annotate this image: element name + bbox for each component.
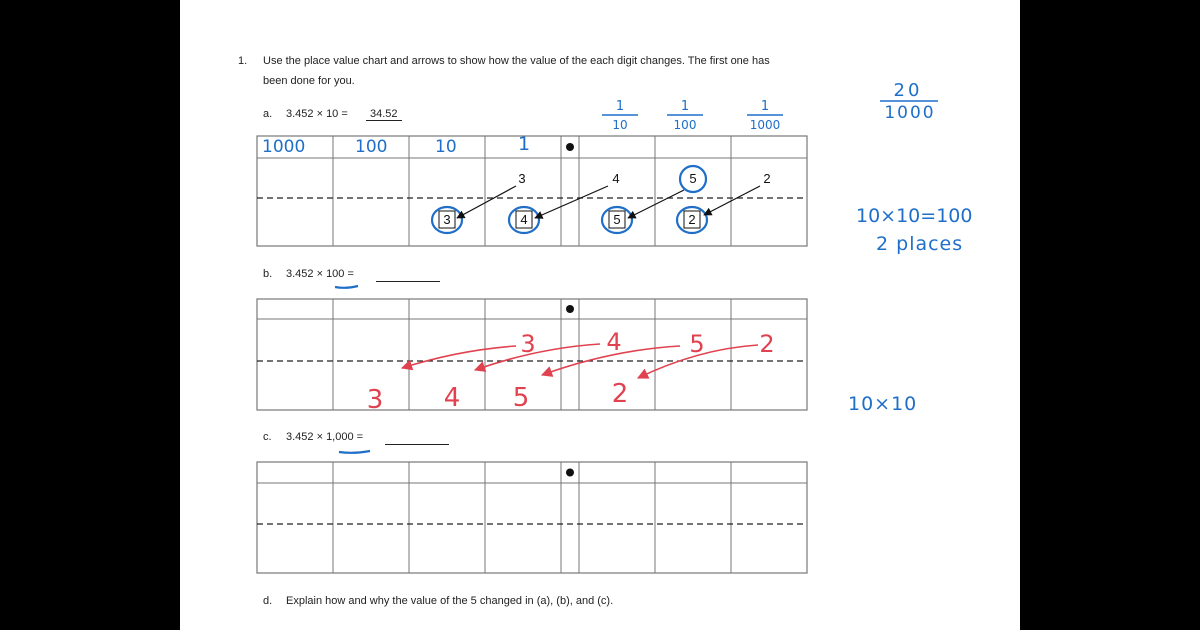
chart-b-bottom-digit-0: 3 [366,385,384,415]
chart-b-top-digit-2: 5 [689,330,705,358]
chart-a-header-2: 10 [435,137,457,157]
chart-a-arrow-0 [457,186,516,218]
chart-a-bottom-digit-1: 4 [520,212,528,227]
chart-b-arrow-0 [402,346,516,368]
chart-a-header-hundredths-num: 1 [680,99,690,114]
chart-a-header-3: 1 [518,133,531,155]
margin-fraction-num: 20 [893,80,923,101]
worksheet-page [180,0,1020,630]
part-c-expression: 3.452 × 1,000 = [286,431,364,443]
part-d-text: Explain how and why the value of the 5 changed in (a), (b), and (c). [286,595,614,607]
margin-product: 10×10=100 [856,205,973,227]
margin-fraction [880,80,938,123]
question-text-line2: been done for you. [263,75,355,87]
chart-b-top-digit-0: 3 [520,330,536,358]
part-c-underline [339,451,370,453]
margin-places: 2 places [876,233,964,255]
chart-a-header-1: 100 [355,137,388,157]
chart-c-decimal-point [566,469,574,477]
part-b-expression: 3.452 × 100 = [286,268,354,280]
part-c-label: c. [263,431,272,443]
part-a-expression: 3.452 × 10 = [286,108,348,120]
chart-a-arrow-2 [628,190,684,218]
chart-a-header-hundredths [667,99,703,132]
part-d-label: d. [263,595,273,607]
part-b-underline [335,286,358,288]
chart-b-bottom-digit-3: 2 [611,379,629,409]
chart-a-header-tenths-den: 10 [612,118,628,132]
part-b-label: b. [263,268,273,280]
margin-fraction-den: 1000 [884,103,936,123]
chart-a-header-thousandths-num: 1 [760,99,770,114]
question-text-line1: Use the place value chart and arrows to show how the value of the each digit changes. The first one has [263,55,770,67]
chart-a-header-0: 1000 [262,137,306,157]
chart-a-decimal-point [566,143,574,151]
chart-c-frame [257,462,807,573]
chart-a-bottom-digit-0: 3 [443,212,451,227]
part-a-label: a. [263,108,273,120]
chart-a-bottom-digit-3: 2 [688,212,696,227]
chart-a-bottom-digit-2: 5 [613,212,621,227]
margin-tens: 10×10 [848,393,918,415]
part-a-answer: 34.52 [366,108,402,121]
chart-a-frame [257,136,807,246]
chart-a-top-digit-0: 3 [518,171,526,186]
chart-b-decimal-point [566,305,574,313]
chart-b-bottom-digit-2: 5 [512,383,530,413]
chart-a [257,136,807,246]
chart-a-top-digit-2: 5 [689,171,697,186]
worksheet-drawing [180,0,1020,630]
chart-a-top-digit-3: 2 [763,171,771,186]
chart-a-header-thousandths [747,99,783,132]
chart-b-bottom-digit-1: 4 [443,383,461,413]
chart-a-arrow-1 [535,186,608,218]
chart-a-header-thousandths-den: 1000 [749,118,781,132]
question-number: 1. [238,55,248,67]
chart-b-top-digit-3: 2 [759,330,775,358]
chart-a-header-hundredths-den: 100 [673,118,697,132]
chart-a-header-tenths-num: 1 [615,99,625,114]
chart-a-header-tenths [602,99,638,132]
chart-b-top-digit-1: 4 [606,328,622,356]
chart-a-top-digit-1: 4 [612,171,620,186]
chart-a-arrow-3 [704,186,760,215]
chart-c [257,462,807,573]
